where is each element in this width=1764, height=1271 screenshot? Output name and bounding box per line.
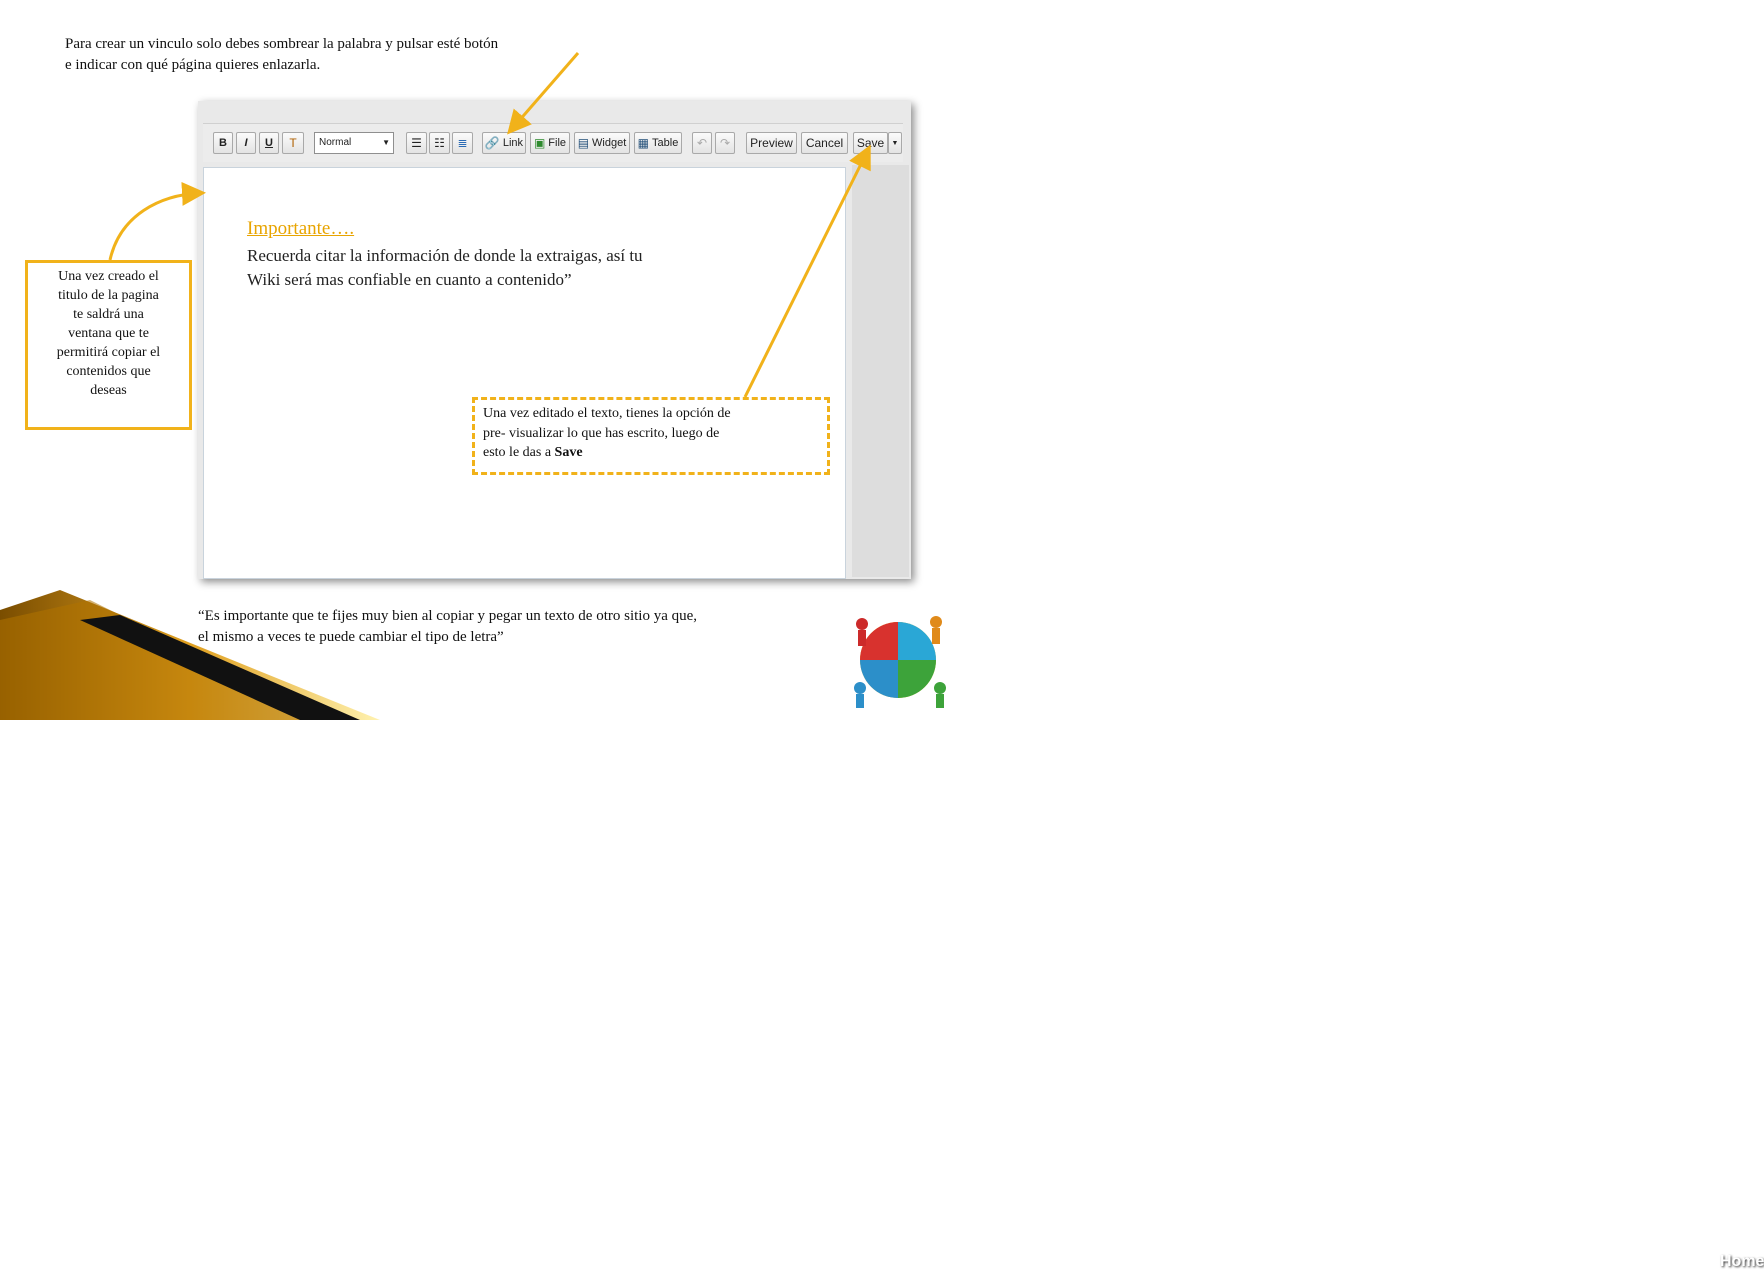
chevron-down-icon: ▼ [382,138,390,147]
bullet-list-button[interactable] [429,132,450,154]
numbered-list-button[interactable] [406,132,427,154]
indent-button[interactable] [452,132,473,154]
table-button-label: Table [652,137,679,149]
underline-button[interactable]: U [259,132,279,154]
image-file-icon: ▣ [533,136,546,150]
format-select-value: Normal [319,137,352,148]
bottom-warning-note [198,606,818,648]
editor-toolbar [203,123,903,162]
text-color-icon: T [289,136,297,150]
callout-left-line: titulo de la pagina [58,288,159,303]
table-button[interactable] [634,132,682,154]
link-button[interactable] [482,132,526,154]
wiki-editor-window [198,101,911,579]
callout-left-line: Una vez creado el [58,269,159,284]
top-note-line1: Para crear un vinculo solo debes sombrear la palabra y pulsar esté botón [65,36,499,52]
chevron-down-icon: ▼ [891,139,899,147]
callout-left-title-note [25,260,192,430]
widget-button-label: Widget [592,137,627,149]
arrow-to-editor-area [110,193,200,260]
top-note-line2: e indicar con qué página quieres enlazarla. [65,57,321,73]
numbered-list-icon: ☰ [411,136,422,150]
format-select[interactable] [314,132,394,154]
redo-icon: ↷ [719,136,731,150]
save-button[interactable]: Save [853,132,888,154]
home-logo-label: Home [1720,1253,1764,1270]
top-instruction-note [65,34,625,76]
preview-button[interactable]: Preview [746,132,797,154]
redo-button[interactable] [715,132,735,154]
save-options-dropdown[interactable] [888,132,902,154]
callout-right-line3-text: esto le das a [483,445,555,460]
bottom-note-line2: el mismo a veces te puede cambiar el tipo de letra” [198,629,504,645]
text-color-button[interactable] [282,132,304,154]
callout-right-line2: pre- visualizar lo que has escrito, luego de [483,425,720,441]
indent-icon: ≣ [457,136,468,150]
link-icon: 🔗 [484,136,500,150]
callout-right-save-note [472,397,830,475]
home-logo-button[interactable] [848,602,1764,1270]
callout-left-line: deseas [90,383,127,398]
callout-left-line: ventana que te [68,326,149,341]
callout-left-line: te saldrá una [73,307,144,322]
file-button[interactable] [530,132,570,154]
table-icon: ▦ [637,136,650,150]
widget-icon: ▤ [577,136,590,150]
file-button-label: File [548,137,567,149]
callout-left-line: contenidos que [66,364,151,379]
link-button-label: Link [502,137,524,149]
italic-button[interactable]: I [236,132,256,154]
document-body-line2: Wiki será mas confiable en cuanto a contenido” [247,270,572,289]
callout-left-line: permitirá copiar el [56,345,161,360]
undo-button[interactable] [692,132,712,154]
document-body-line1: Recuerda citar la información de donde la extraigas, así tu [247,246,643,265]
home-puzzle-icon [848,602,954,714]
bottom-note-line1: “Es importante que te fijes muy bien al copiar y pegar un texto de otro sitio ya que, [198,608,698,624]
cancel-button[interactable]: Cancel [801,132,848,154]
callout-right-line1: Una vez editado el texto, tienes la opción de [483,406,731,421]
callout-right-line3 [483,443,819,463]
document-heading: Importante…. [247,218,355,239]
bullet-list-icon: ☷ [434,136,445,150]
callout-right-save-word: Save [554,445,583,460]
widget-button[interactable] [574,132,630,154]
editor-right-gutter [852,165,909,577]
undo-icon: ↶ [696,136,708,150]
bold-button[interactable]: B [213,132,233,154]
document-body [247,244,747,292]
